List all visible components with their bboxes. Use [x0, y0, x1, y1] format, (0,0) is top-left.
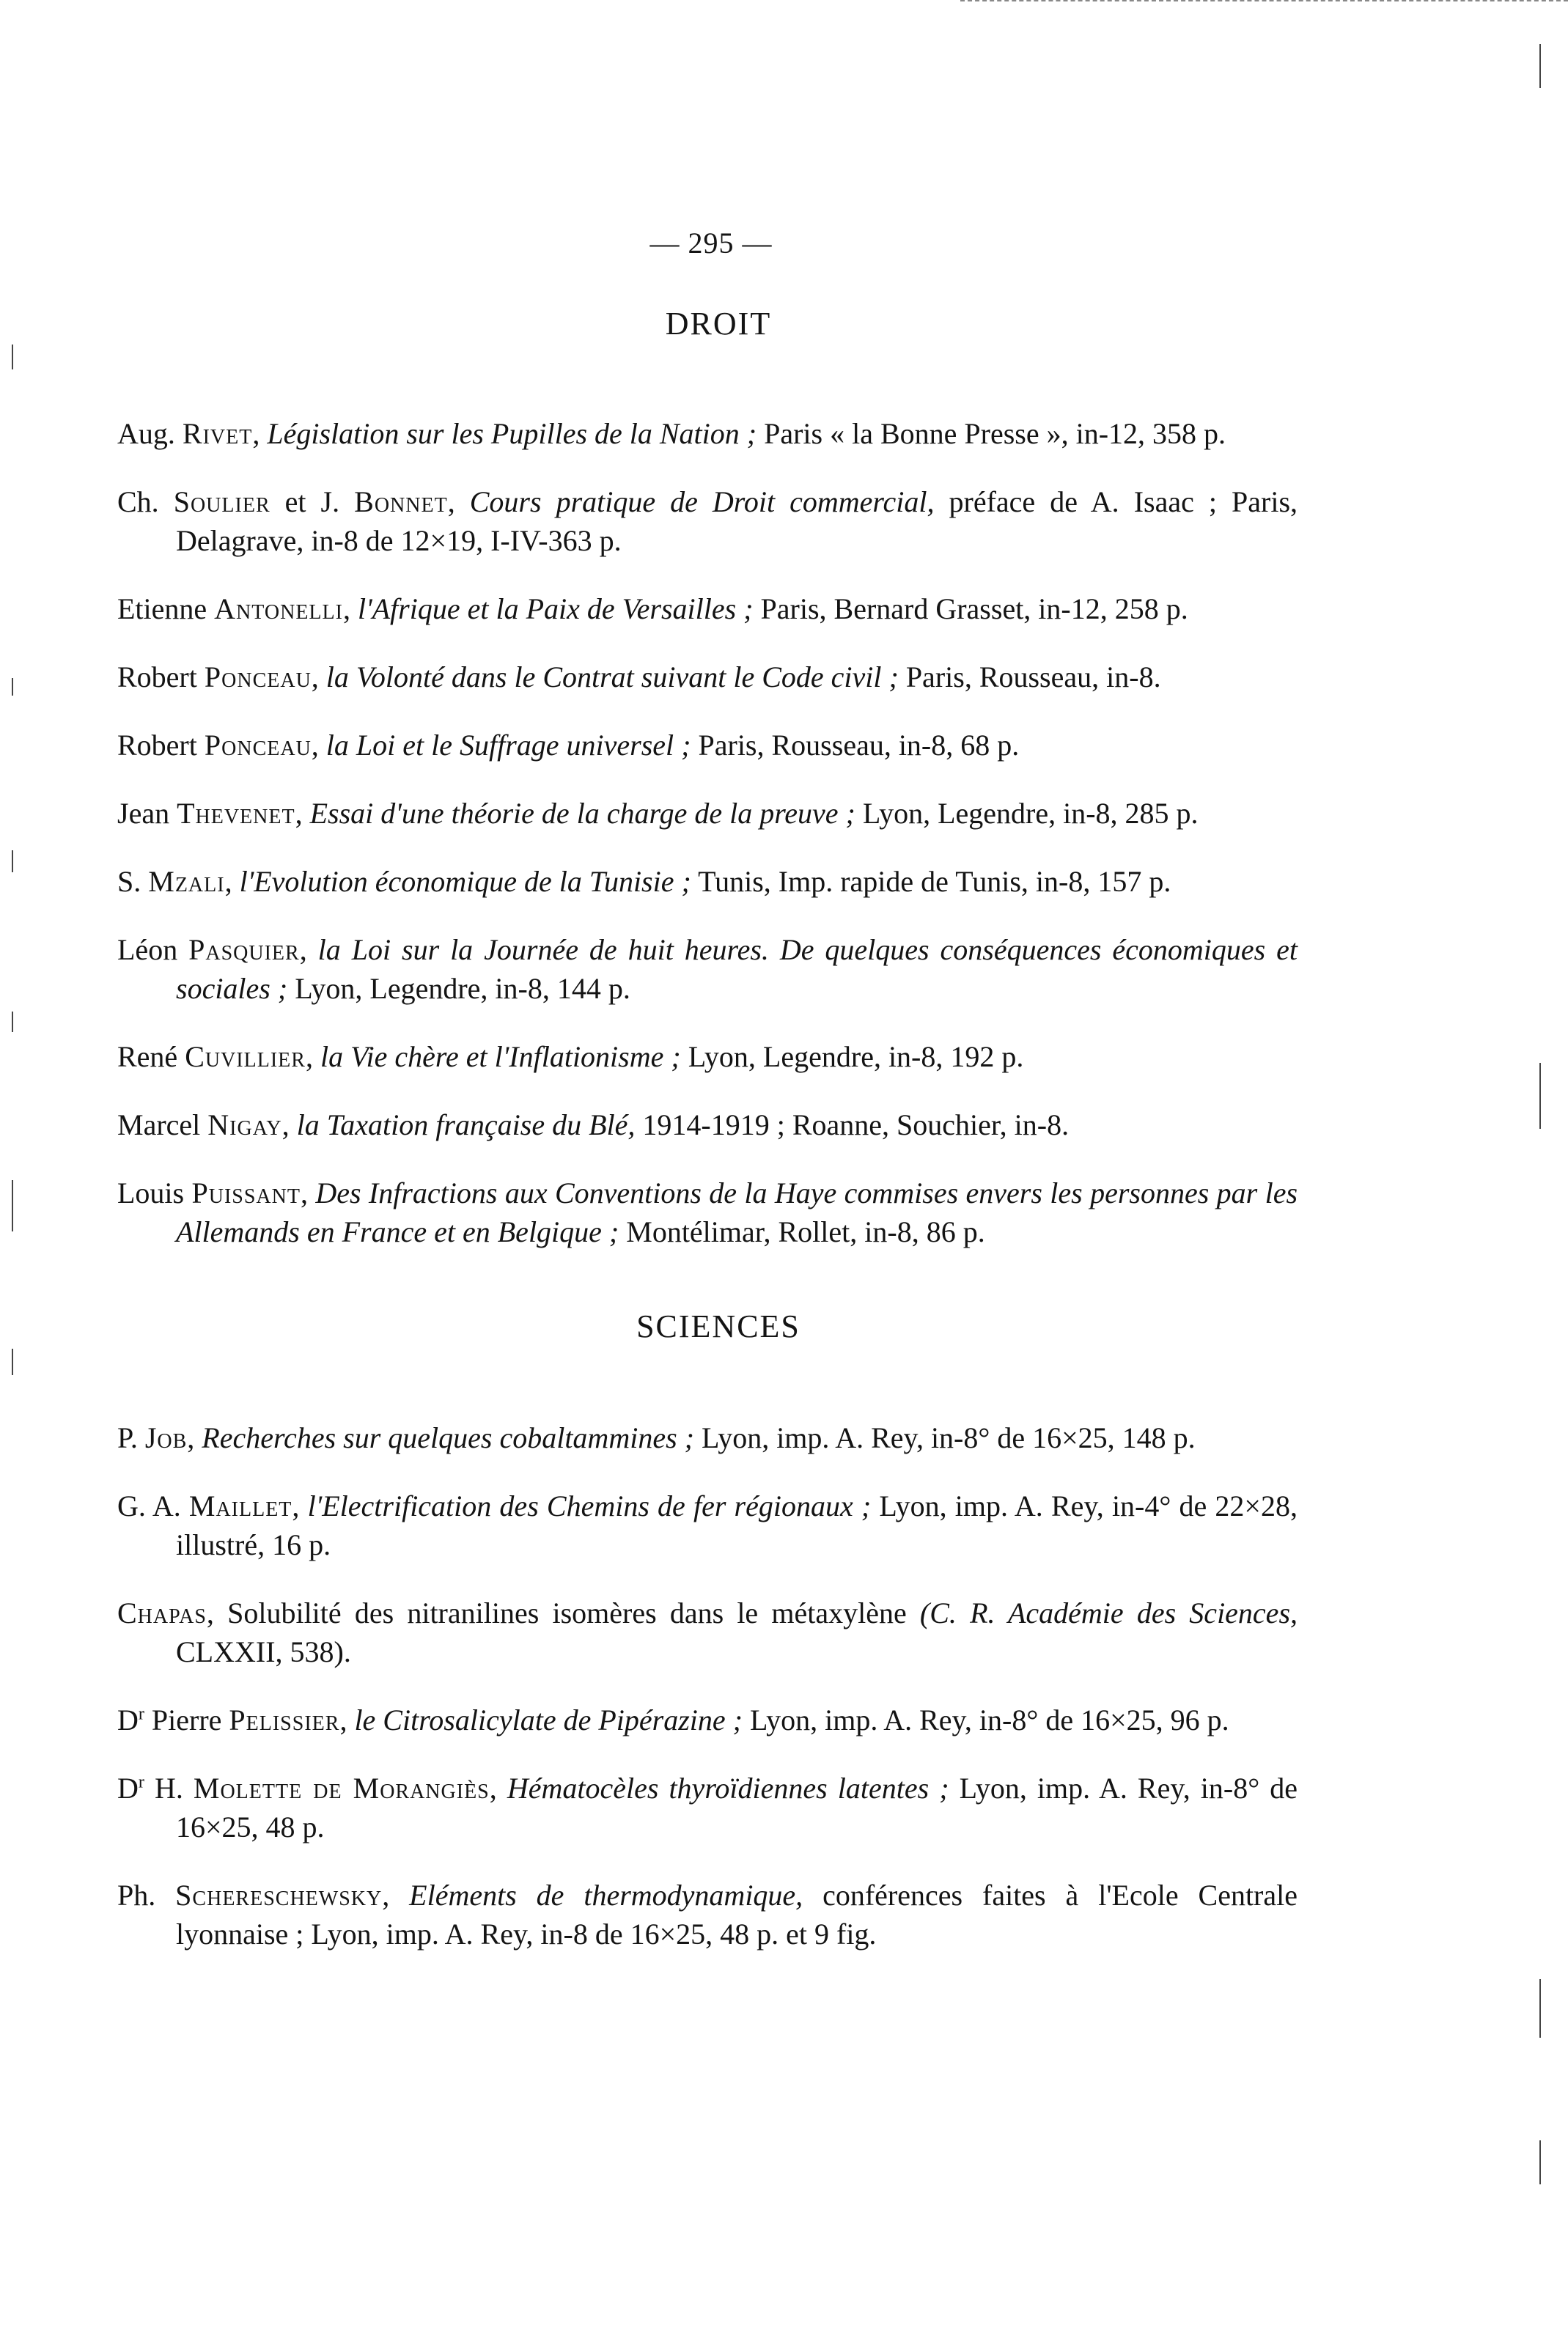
work-title: la Vie chère et l'Inflationisme ; — [320, 1040, 681, 1073]
author-prefix-sup: r — [138, 1772, 144, 1792]
bibliography-entry: Aug. Rivet, Législation sur les Pupilles de la Nation ; Paris « la Bonne Presse », in-12, 358 p. — [117, 417, 1226, 450]
work-title: la Loi sur la Journée de huit heures. De quelques conséquences économiques et sociales ; — [176, 933, 1298, 1005]
scan-edge-mark — [1539, 2140, 1541, 2184]
author-last-name: Bonnet — [354, 485, 448, 518]
scan-edge-mark — [12, 850, 13, 872]
work-title: Des Infractions aux Conventions de la Haye commises envers les personnes par les Allemands en France et en Belgique ; — [176, 1176, 1298, 1248]
author-last-name: Nigay — [207, 1108, 282, 1141]
droit-entry-list — [117, 385, 1298, 1263]
scan-edge-rule — [960, 0, 1568, 1]
bibliography-entry: G. A. Maillet, l'Electrification des Chemins de fer régionaux ; Lyon, imp. A. Rey, in-4° de 22×28, illustré, 16 p. — [117, 1489, 1298, 1561]
author-last-name: Puissant — [191, 1176, 301, 1209]
work-title: le Citrosalicylate de Pipérazine ; — [354, 1703, 743, 1736]
author-last-name: Molette de Morangiès — [193, 1772, 490, 1805]
author-first-name: G. A. — [117, 1489, 189, 1522]
author-last-name: Maillet — [188, 1489, 292, 1522]
bibliography-entry: René Cuvillier, la Vie chère et l'Inflationisme ; Lyon, Legendre, in-8, 192 p. — [117, 1040, 1024, 1073]
author-last-name: Thevenet — [177, 797, 295, 830]
author-first-name: Aug. — [117, 417, 183, 450]
author-prefix-sup: r — [138, 1704, 144, 1724]
work-title: l'Electrification des Chemins de fer régionaux ; — [307, 1489, 872, 1522]
scan-edge-mark — [12, 1012, 13, 1032]
work-title: Cours pratique de Droit commercial, — [469, 485, 935, 518]
bibliography-entry: Jean Thevenet, Essai d'une théorie de la charge de la preuve ; Lyon, Legendre, in-8, 285 p. — [117, 797, 1199, 830]
author-joiner: et J. — [270, 485, 355, 518]
author-first-name: Jean — [117, 797, 177, 830]
author-last-name: Antonelli — [214, 592, 343, 625]
work-title: l'Afrique et la Paix de Versailles ; — [357, 592, 754, 625]
bibliography-entry: S. Mzali, l'Evolution économique de la Tunisie ; Tunis, Imp. rapide de Tunis, in-8, 157 p. — [117, 865, 1171, 898]
author-last-name: Mzali — [148, 865, 225, 898]
publication-details: Lyon, imp. A. Rey, in-4° de 22×28, illustré, 16 p. — [176, 1489, 1298, 1561]
bibliography-entry: Léon Pasquier, la Loi sur la Journée de huit heures. De quelques conséquences économiques et sociales ; Lyon, Legendre, in-8, 144 p. — [117, 933, 1298, 1005]
scan-edge-mark — [12, 345, 13, 369]
bibliography-entry: P. Job, Recherches sur quelques cobaltammines ; Lyon, imp. A. Rey, in-8° de 16×25, 148 p. — [117, 1421, 1196, 1454]
author-first-name: Ch. — [117, 485, 174, 518]
author-last-name: Ponceau — [204, 660, 312, 693]
publication-details: Paris, Rousseau, in-8. — [898, 660, 1161, 693]
scan-edge-mark — [12, 678, 13, 696]
publication-details: Lyon, imp. A. Rey, in-8° de 16×25, 148 p. — [693, 1421, 1196, 1454]
publication-details: 1914-1919 ; Roanne, Souchier, in-8. — [635, 1108, 1070, 1141]
author-first-name: Ph. — [117, 1879, 176, 1912]
bibliography-entry: Chapas, Solubilité des nitranilines isomères dans le métaxylène (C. R. Académie des Sciences, CLXXII, 538). — [117, 1596, 1298, 1668]
bibliography-entry: Etienne Antonelli, l'Afrique et la Paix de Versailles ; Paris, Bernard Grasset, in-12, 258 p. — [117, 592, 1188, 625]
author-prefix: D — [117, 1772, 139, 1805]
author-last-name: Cuvillier — [185, 1040, 306, 1073]
work-title: Essai d'une théorie de la charge de la preuve ; — [309, 797, 855, 830]
work-title: Recherches sur quelques cobaltammines ; — [202, 1421, 694, 1454]
scan-edge-mark — [1539, 44, 1541, 88]
author-first-name: Léon — [117, 933, 189, 966]
author-first-name: H. — [144, 1772, 194, 1805]
author-prefix: D — [117, 1703, 139, 1736]
publication-details: Lyon, imp. A. Rey, in-8° de 16×25, 48 p. — [176, 1772, 1298, 1843]
author-first-name: S. — [117, 865, 149, 898]
bibliography-entry: $D^r$ H. Molette de Morangiès, Hématocèles thyroïdiennes latentes ; Lyon, imp. A. Rey, in-8° de 16×25, 48 p. — [117, 1772, 1298, 1843]
author-last-name: Ponceau — [204, 729, 312, 762]
publication-details: Tunis, Imp. rapide de Tunis, in-8, 157 p. — [691, 865, 1171, 898]
author-last-name: Rivet — [182, 417, 253, 450]
scan-edge-mark — [12, 1349, 13, 1375]
scan-edge-mark — [1539, 1063, 1541, 1129]
publication-details: Paris, Bernard Grasset, in-12, 258 p. — [753, 592, 1188, 625]
sciences-entry-list — [117, 1389, 1298, 1970]
author-first-name: René — [117, 1040, 185, 1073]
bibliography-entry: $D^r$ Pierre Pelissier, le Citrosalicylate de Pipérazine ; Lyon, imp. A. Rey, in-8° de 16×25, 96 p. — [117, 1703, 1229, 1736]
work-title: (C. R. Académie des Sciences, — [919, 1596, 1298, 1629]
bibliography-entry: Ph. Schereschewsky, Eléments de thermodynamique, conférences faites à l'Ecole Centrale lyonnaise ; Lyon, imp. A. Rey, in-8 de 16×25, 48 p. et 9 fig. — [117, 1879, 1298, 1951]
publication-details: Lyon, Legendre, in-8, 144 p. — [287, 972, 630, 1005]
work-title: Législation sur les Pupilles de la Nation ; — [267, 417, 757, 450]
publication-details: préface de A. Isaac ; Paris, Delagrave, in-8 de 12×19, I-IV-363 p. — [176, 485, 1298, 557]
bibliography-entry: Louis Puissant, Des Infractions aux Conventions de la Haye commises envers les personnes par les Allemands en France et en Belgique ; Montélimar, Rollet, in-8, 86 p. — [117, 1176, 1298, 1248]
author-first-name: Pierre — [144, 1703, 229, 1736]
author-last-name: Pasquier — [188, 933, 300, 966]
author-first-name: Louis — [117, 1176, 192, 1209]
author-last-name: Soulier — [173, 485, 270, 518]
publication-details: Paris, Rousseau, in-8, 68 p. — [691, 729, 1020, 762]
bibliography-entry: Robert Ponceau, la Loi et le Suffrage universel ; Paris, Rousseau, in-8, 68 p. — [117, 729, 1020, 762]
section-title-droit: DROIT — [665, 306, 772, 342]
bibliography-entry: Ch. Soulier et J. Bonnet, Cours pratique de Droit commercial, préface de A. Isaac ; Paris, Delagrave, in-8 de 12×19, I-IV-363 p. — [117, 485, 1298, 557]
bibliography-entry: Marcel Nigay, la Taxation française du Blé, 1914-1919 ; Roanne, Souchier, in-8. — [117, 1108, 1070, 1141]
publication-details: Lyon, Legendre, in-8, 285 p. — [855, 797, 1199, 830]
work-description: Solubilité des nitranilines isomères dans le métaxylène — [213, 1596, 920, 1629]
author-first-name: Etienne — [117, 592, 215, 625]
work-title: la Volonté dans le Contrat suivant le Code civil ; — [325, 660, 899, 693]
bibliography-entry: Robert Ponceau, la Volonté dans le Contrat suivant le Code civil ; Paris, Rousseau, in-8. — [117, 660, 1161, 693]
work-title: Hématocèles thyroïdiennes latentes ; — [507, 1772, 949, 1805]
author-last-name: Schereschewsky — [175, 1879, 383, 1912]
scan-edge-mark — [12, 1180, 13, 1231]
work-title: la Loi et le Suffrage universel ; — [325, 729, 691, 762]
author-last-name: Job — [144, 1421, 188, 1454]
author-first-name: Robert — [117, 729, 205, 762]
work-title: l'Evolution économique de la Tunisie ; — [239, 865, 691, 898]
publication-details: Lyon, imp. A. Rey, in-8° de 16×25, 96 p. — [742, 1703, 1229, 1736]
author-first-name: P. — [117, 1421, 145, 1454]
section-title-sciences: SCIENCES — [636, 1308, 800, 1344]
author-first-name: Robert — [117, 660, 205, 693]
page-number: — 295 — — [649, 226, 773, 259]
work-title: la Taxation française du Blé, — [296, 1108, 636, 1141]
publication-details: Paris « la Bonne Presse », in-12, 358 p. — [757, 417, 1226, 450]
publication-details: Montélimar, Rollet, in-8, 86 p. — [619, 1215, 985, 1248]
publication-details: conférences faites à l'Ecole Centrale lyonnaise ; Lyon, imp. A. Rey, in-8 de 16×25, 48 p. et 9 fig. — [176, 1879, 1298, 1951]
author-last-name: Pelissier — [229, 1703, 340, 1736]
scan-edge-mark — [1539, 1979, 1541, 2038]
author-first-name: Marcel — [117, 1108, 208, 1141]
work-title: Eléments de thermodynamique, — [409, 1879, 803, 1912]
publication-details: Lyon, Legendre, in-8, 192 p. — [680, 1040, 1024, 1073]
author-last-name: Chapas — [117, 1596, 207, 1629]
publication-details: CLXXII, 538). — [176, 1635, 351, 1668]
